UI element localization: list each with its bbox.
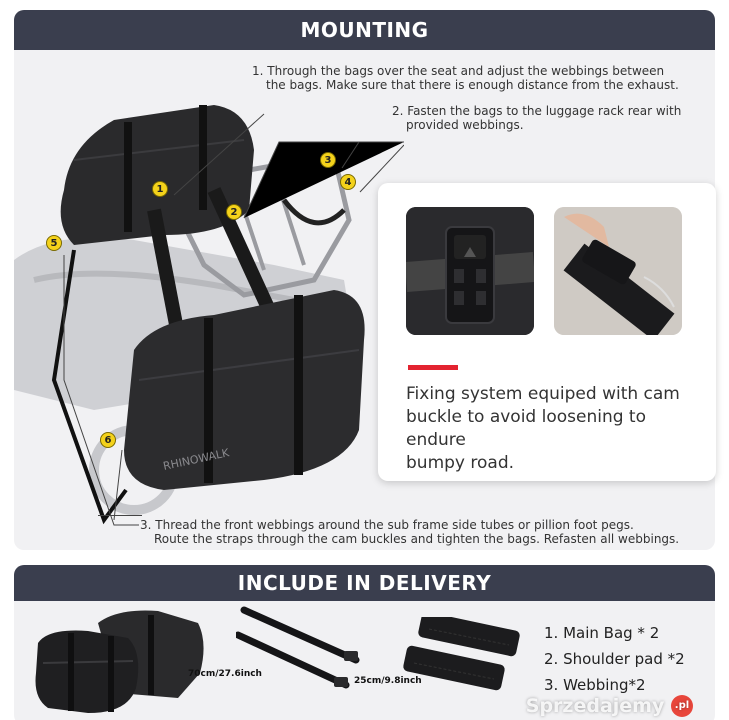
buckle-feature-card	[378, 183, 716, 481]
watermark	[526, 695, 693, 718]
watermark-text: Sprzedajemy	[525, 694, 665, 717]
delivery-item: 1. Main Bag * 2	[544, 624, 660, 642]
buckle-desc-line3: bumpy road.	[406, 453, 515, 473]
marker-5: 5	[46, 235, 62, 251]
delivery-list	[544, 620, 685, 698]
cam-buckle-photo-closed	[406, 207, 534, 335]
accent-bar	[408, 365, 458, 370]
delivery-item: 2. Shoulder pad *2	[544, 650, 685, 668]
marker-4: 4	[340, 174, 356, 190]
step2-line2: provided webbings.	[406, 118, 524, 132]
motorcycle-illustration	[14, 50, 404, 530]
delivery-panel	[14, 565, 715, 720]
buckle-desc-line2: buckle to avoid loosening to endure	[406, 407, 646, 450]
step1-line1: 1. Through the bags over the seat and adjust the webbings between	[252, 64, 665, 78]
pad-length-label: 25cm/9.8inch	[354, 676, 422, 686]
cam-buckle-photo-open	[554, 207, 682, 335]
watermark-badge: .pl	[671, 695, 693, 717]
delivery-title: INCLUDE IN DELIVERY	[14, 565, 715, 601]
mounting-title: MOUNTING	[14, 10, 715, 50]
step1-line2: the bags. Make sure that there is enough distance from the exhaust.	[266, 78, 679, 92]
webbing-straps-image	[236, 605, 366, 705]
buckle-desc-line1: Fixing system equiped with cam	[406, 384, 680, 404]
step3-leader-line	[98, 515, 142, 516]
step2-line1: 2. Fasten the bags to the luggage rack rear with	[392, 104, 682, 118]
bag-brand-label: RHINOWALK	[161, 446, 231, 473]
step3-line2: Route the straps through the cam buckles and tighten the bags. Refasten all webbings.	[154, 532, 680, 546]
webbing-length-label: 70cm/27.6inch	[188, 669, 262, 679]
buckle-description	[406, 383, 706, 475]
step3-line1: 3. Thread the front webbings around the sub frame side tubes or pillion foot pegs.	[140, 518, 634, 532]
marker-2: 2	[226, 204, 242, 220]
marker-6: 6	[100, 432, 116, 448]
delivery-item: 3. Webbing*2	[544, 676, 646, 694]
main-bags-image	[28, 603, 208, 720]
marker-3: 3	[320, 152, 336, 168]
marker-1: 1	[152, 181, 168, 197]
